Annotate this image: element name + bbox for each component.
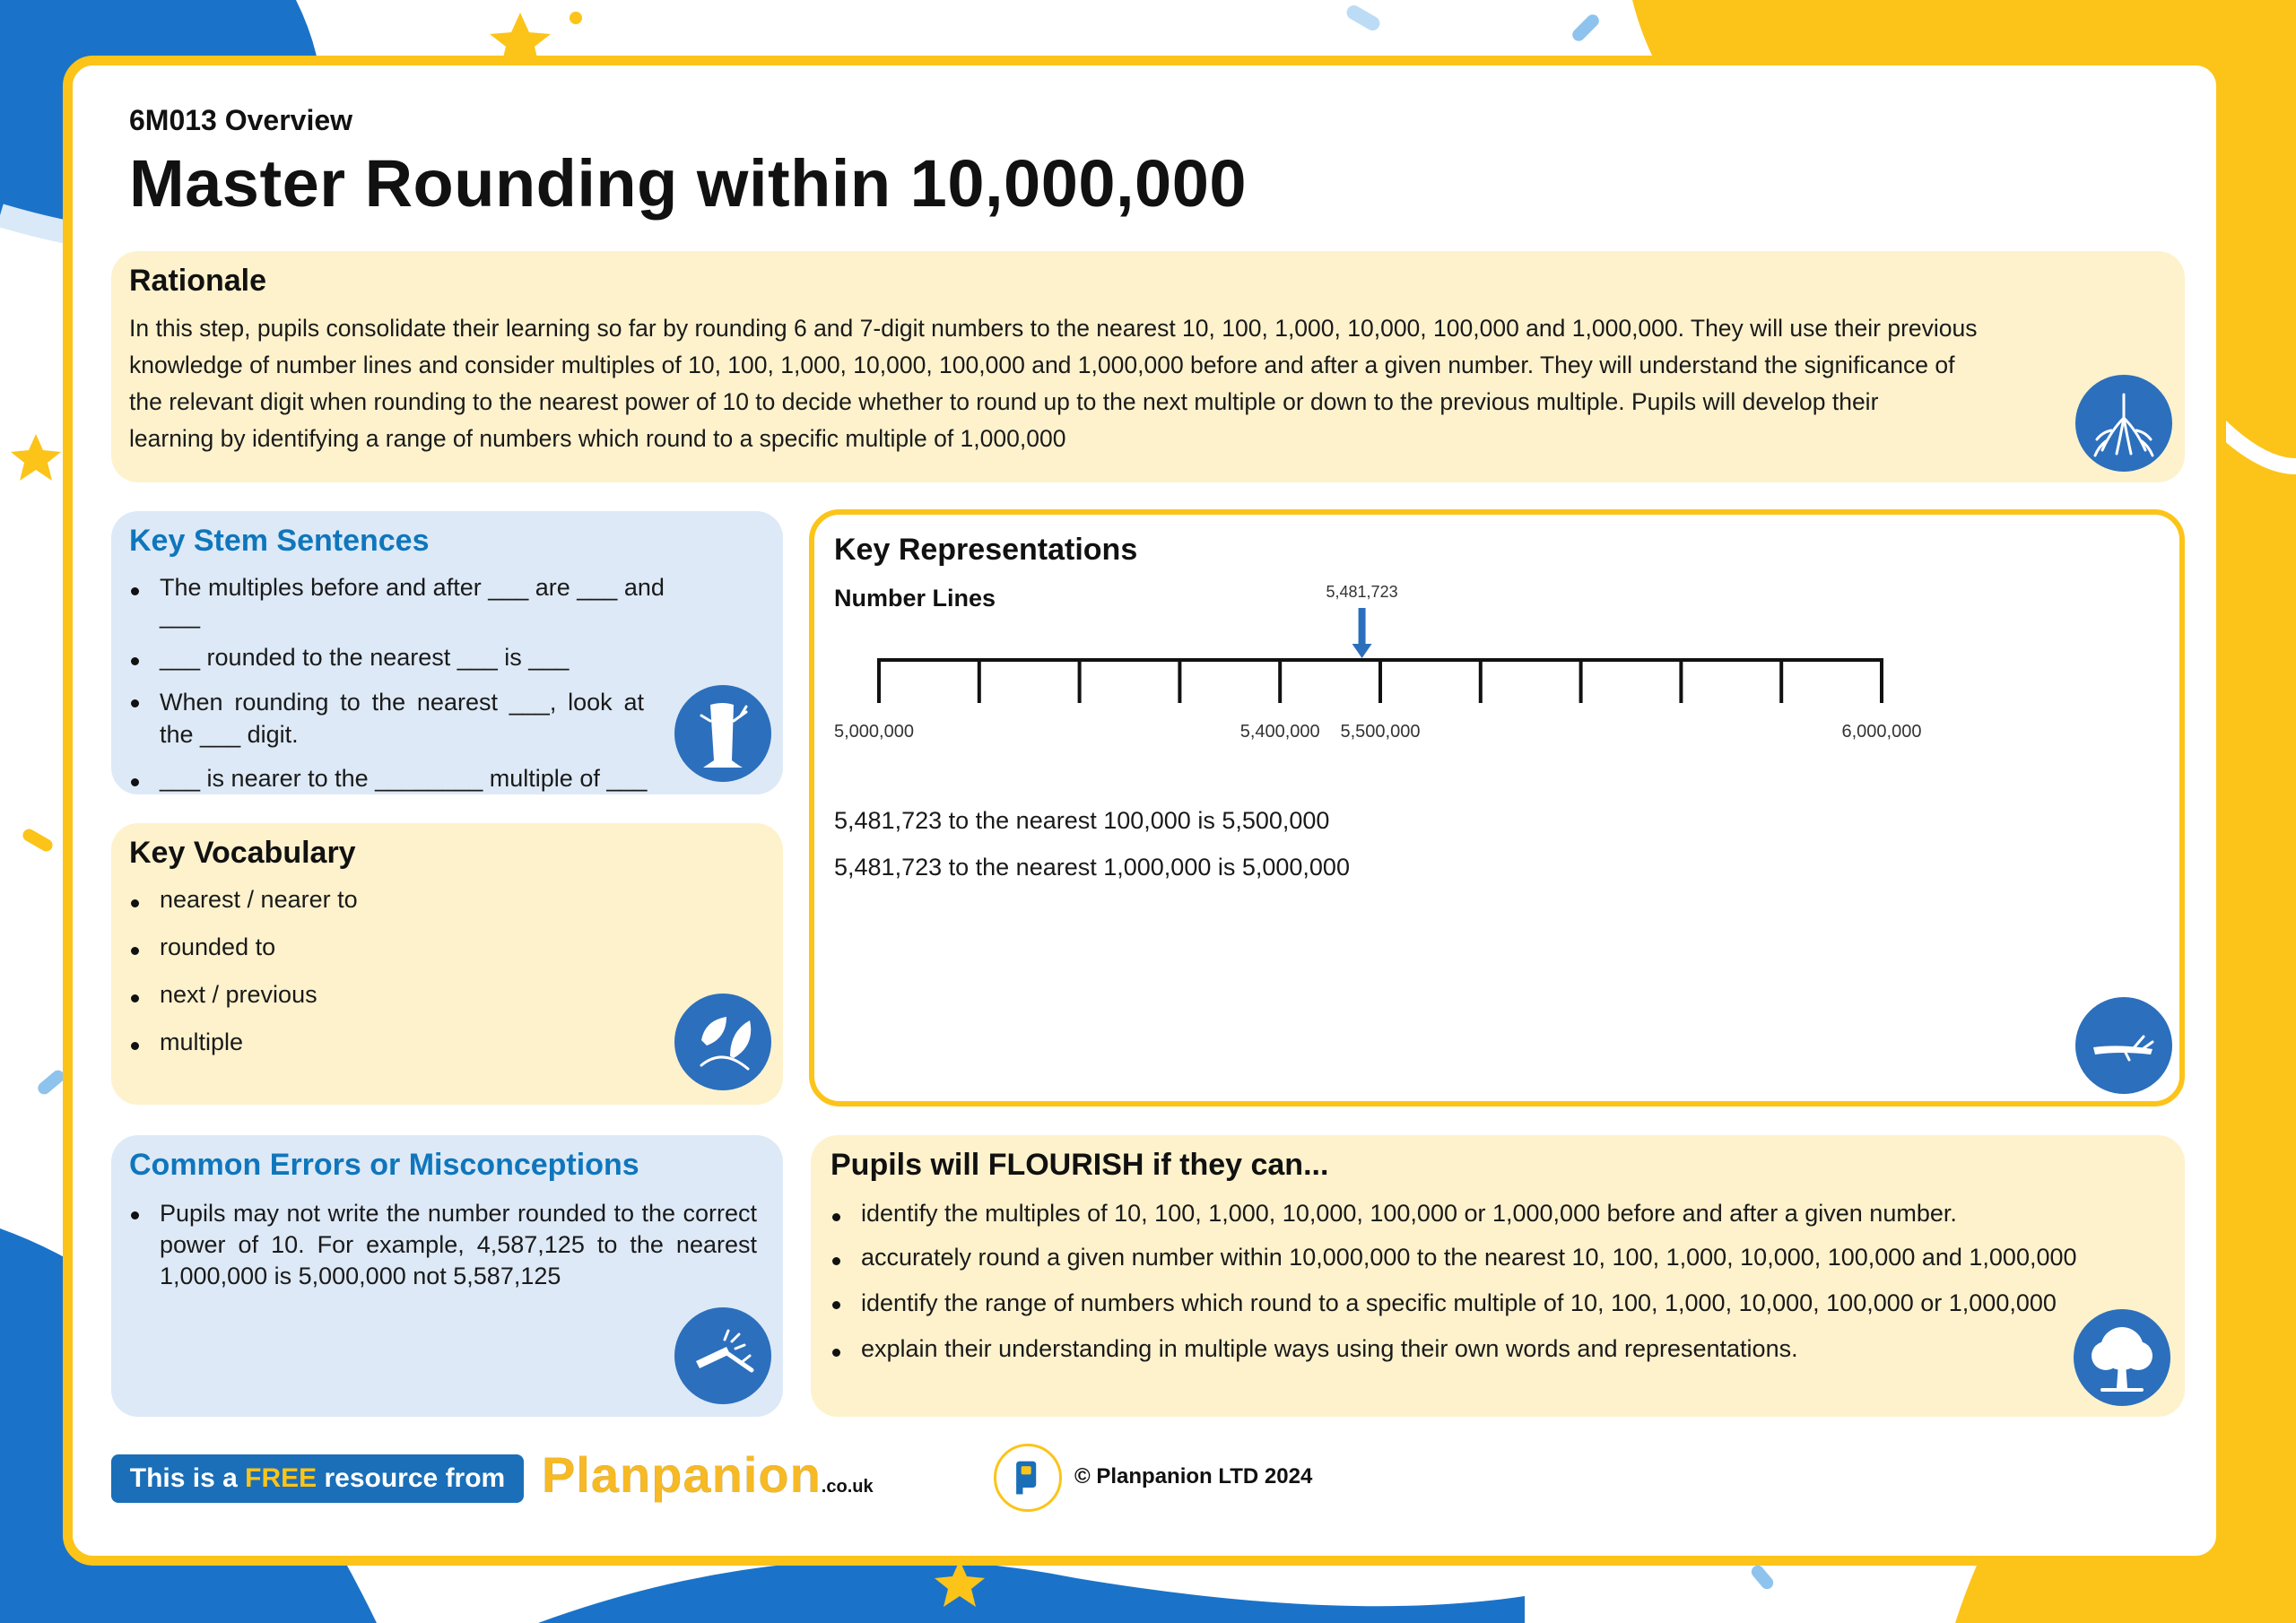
representations-heading: Key Representations — [834, 533, 1138, 567]
number-line-label: 6,000,000 — [1841, 722, 1922, 742]
list-item: nearest / nearer to — [129, 886, 667, 914]
vocabulary-panel — [111, 823, 783, 1105]
list-item: Pupils may not write the number rounded to the correct power of 10. For example, 4,587,125 to the nearest 1,000,000 is 5,000,000 not 5,587,125 — [129, 1198, 757, 1292]
list-item: ___ is nearer to the ________ multiple of ___ — [129, 765, 703, 793]
page-title: Master Rounding within 10,000,000 — [129, 146, 1248, 221]
stem-sentences-panel — [111, 511, 783, 794]
vocabulary-heading: Key Vocabulary — [129, 836, 356, 870]
logo-wordmark: Planpanion — [542, 1446, 822, 1503]
number-line-label: 5,400,000 — [1239, 722, 1320, 742]
roots-icon — [2075, 375, 2172, 472]
rationale-panel — [111, 251, 2185, 482]
misconceptions-heading: Common Errors or Misconceptions — [129, 1148, 639, 1182]
list-item: explain their understanding in multiple ways using their own words and representations. — [831, 1335, 2122, 1363]
list-item: ___ rounded to the nearest ___ is ___ — [129, 644, 703, 672]
list-item: identify the range of numbers which round to a specific multiple of 10, 100, 1,000, 10,000, 100,000 or 1,000,000 — [831, 1288, 2063, 1319]
planpanion-badge-icon — [994, 1444, 1062, 1512]
vocabulary-list — [129, 886, 667, 1056]
rationale-line: learning by identifying a range of numbers which round to a specific multiple of 1,000,000 — [129, 425, 1066, 452]
list-item: next / previous — [129, 981, 667, 1009]
flourish-list — [831, 1200, 2122, 1363]
rationale-line: In this step, pupils consolidate their learning so far by rounding 6 and 7-digit numbers to the nearest 10, 100, 1,000, 10,000, 100,000 and 1,000,000. They will use their previous — [129, 315, 1978, 342]
misconceptions-list — [129, 1198, 757, 1292]
rationale-heading: Rationale — [129, 264, 267, 298]
number-line-marker-label: 5,481,723 — [1326, 583, 1398, 601]
leaves-icon — [674, 994, 771, 1090]
free-resource-pill — [111, 1454, 524, 1503]
misconceptions-panel — [111, 1135, 783, 1417]
list-item: multiple — [129, 1028, 667, 1056]
number-line — [814, 579, 1922, 777]
list-item: The multiples before and after ___ are ___ and ___ — [129, 574, 703, 629]
list-item: accurately round a given number within 10,000,000 to the nearest 10, 100, 1,000, 10,000, 100,000 and 1,000,000 — [831, 1244, 2122, 1271]
rationale-line: knowledge of number lines and consider multiples of 10, 100, 1,000, 10,000, 100,000 and 1,000,000 before and after a given number. They will understand the significance of — [129, 352, 1955, 378]
tree-trunk-icon — [674, 685, 771, 782]
list-item: identify the multiples of 10, 100, 1,000, 10,000, 100,000 or 1,000,000 before and after a given number. — [831, 1200, 2122, 1228]
planpanion-logo[interactable] — [542, 1445, 874, 1508]
page-subtitle: 6M013 Overview — [129, 104, 353, 136]
rationale-line: the relevant digit when rounding to the nearest power of 10 to decide whether to round up to the next multiple or down to the previous multiple. Pupils will develop their — [129, 388, 1879, 415]
statement: 5,481,723 to the nearest 1,000,000 is 5,000,000 — [834, 854, 1350, 881]
flourish-heading: Pupils will FLOURISH if they can... — [831, 1148, 1329, 1182]
rationale-text — [129, 310, 2165, 457]
broken-branch-icon — [674, 1307, 771, 1404]
representations-subheading: Number Lines — [834, 585, 996, 612]
logo-suffix: .co.uk — [821, 1477, 874, 1497]
number-line-label: 5,500,000 — [1340, 722, 1421, 742]
stem-sentences-list — [129, 574, 703, 793]
flourish-panel — [811, 1135, 2185, 1417]
number-line-marker-arrowhead — [1352, 644, 1372, 658]
pill-text: resource from — [317, 1463, 506, 1493]
pill-free: FREE — [245, 1463, 317, 1493]
number-line-label: 5,000,000 — [834, 722, 914, 742]
list-item: When rounding to the nearest ___, look at the ___ digit. — [129, 686, 644, 751]
pill-text: This is a — [129, 1463, 246, 1493]
copyright-text: © Planpanion LTD 2024 — [1074, 1464, 1313, 1488]
tree-icon — [2074, 1309, 2170, 1406]
stem-sentences-heading: Key Stem Sentences — [129, 524, 430, 558]
statement: 5,481,723 to the nearest 100,000 is 5,500,000 — [834, 807, 1330, 834]
list-item: rounded to — [129, 933, 667, 961]
number-line-marker-arrow — [1359, 608, 1366, 646]
representations-panel — [809, 509, 2185, 1107]
branch-icon — [2075, 997, 2172, 1094]
